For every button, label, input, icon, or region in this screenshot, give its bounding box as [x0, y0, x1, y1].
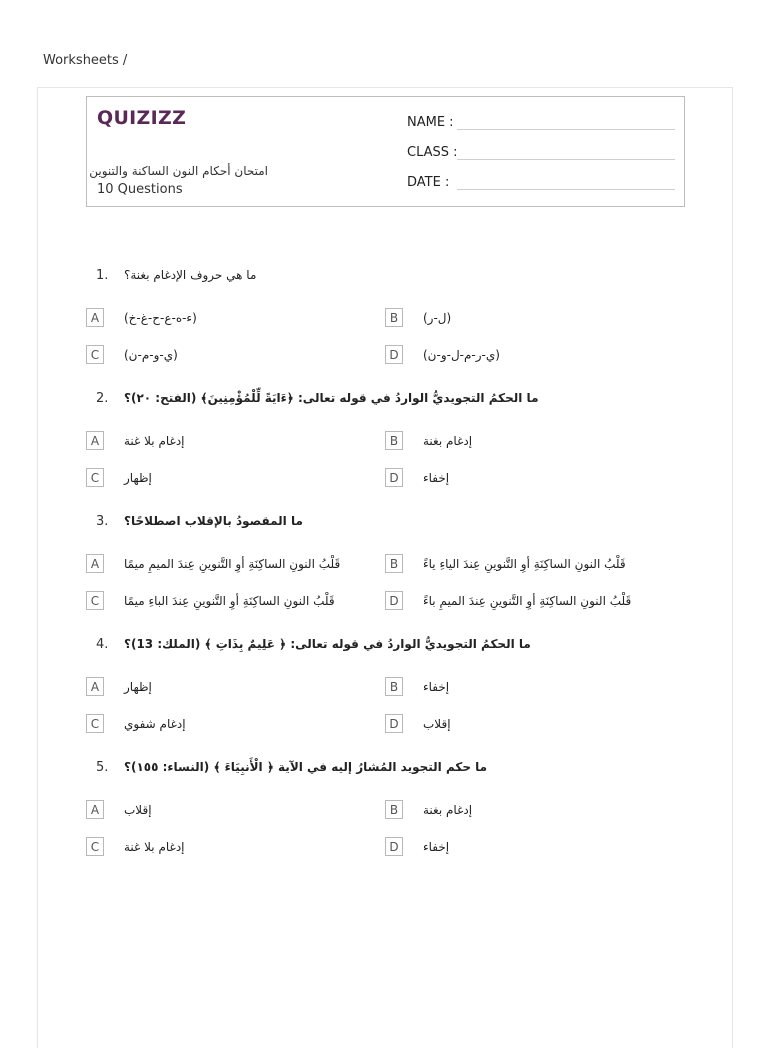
option-text: إقلاب [124, 802, 152, 817]
option-text: (ي-ر-م-ل-و-ن) [423, 347, 500, 362]
option-letter: C [86, 345, 104, 364]
option-letter: B [385, 677, 403, 696]
option-text: إخفاء [423, 839, 450, 854]
date-line [457, 175, 675, 190]
question-5-option-b [385, 800, 472, 819]
option-letter: B [385, 554, 403, 573]
question-4-option-a [86, 677, 152, 696]
question-1-option-c [86, 345, 178, 364]
option-letter: C [86, 837, 104, 856]
option-text: إقلاب [423, 716, 451, 731]
option-text: (ء-ه-ع-ح-غ-خ) [124, 310, 197, 325]
worksheet-title: امتحان أحكام النون الساكنة والتنوين [89, 164, 268, 178]
breadcrumb[interactable]: Worksheets / [43, 53, 128, 68]
quizizz-logo: QUIZIZZ [97, 107, 187, 129]
option-text: إخفاء [423, 470, 450, 485]
option-letter: B [385, 431, 403, 450]
question-number: 5. [96, 760, 109, 775]
option-text: قَلْبُ النونِ الساكِنَةِ أوِ التَّنوينِ عِندَ الميمِ باءً [423, 593, 632, 608]
question-count: 10 Questions [97, 182, 183, 197]
question-4-option-b [385, 677, 449, 696]
option-letter: A [86, 677, 104, 696]
option-letter: C [86, 714, 104, 733]
question-3-option-b [385, 554, 626, 573]
option-letter: A [86, 554, 104, 573]
option-letter: B [385, 308, 403, 327]
option-letter: D [385, 345, 403, 364]
class-field [407, 145, 675, 160]
option-text: إظهار [124, 470, 152, 485]
question-5-option-a [86, 800, 152, 819]
worksheet-header [86, 96, 685, 207]
question-3-option-d [385, 591, 631, 610]
date-field [407, 175, 675, 190]
question-text: ما الحكمُ التجويديُّ الواردُ في قوله تعالى: ﴿ءَايَةً لِّلْمُؤْمِنِينَ﴾ (الفتح: ٢٠)؟ [124, 391, 539, 405]
worksheet-page [37, 87, 733, 1048]
question-3-option-a [86, 554, 340, 573]
option-letter: B [385, 800, 403, 819]
question-1-option-d [385, 345, 500, 364]
question-number: 2. [96, 391, 109, 406]
option-letter: D [385, 714, 403, 733]
option-letter: A [86, 431, 104, 450]
question-5-option-c [86, 837, 185, 856]
question-text: ما المقصودُ بالإقلاب اصطلاحًا؟ [124, 514, 303, 528]
question-5-option-d [385, 837, 449, 856]
option-text: قَلْبُ النونِ الساكِنَةِ أوِ التَّنوينِ عِندَ الياءِ ياءً [423, 556, 626, 571]
question-1-option-b [385, 308, 451, 327]
option-text: (ل-ر) [423, 310, 452, 325]
question-4-option-c [86, 714, 186, 733]
option-letter: A [86, 308, 104, 327]
question-1-option-a [86, 308, 197, 327]
option-letter: D [385, 837, 403, 856]
option-text: إظهار [124, 679, 152, 694]
question-2-option-d [385, 468, 449, 487]
option-letter: D [385, 591, 403, 610]
option-text: قَلْبُ النونِ الساكِنَةِ أوِ التَّنوينِ عِندَ الباءِ ميمًا [124, 593, 335, 608]
option-text: قَلْبُ النونِ الساكِنَةِ أوِ التَّنوينِ عِندَ الميمِ ميمًا [124, 556, 341, 571]
option-text: إدغام بغنة [423, 433, 473, 448]
option-text: إدغام بلا غنة [124, 839, 185, 854]
date-label: DATE : [407, 175, 450, 190]
question-2-option-a [86, 431, 185, 450]
question-2-option-c [86, 468, 152, 487]
option-text: إدغام شفوي [124, 716, 186, 731]
option-text: (ي-و-م-ن) [124, 347, 178, 362]
class-line [457, 145, 675, 160]
question-number: 1. [96, 268, 109, 283]
class-label: CLASS : [407, 145, 458, 160]
option-letter: A [86, 800, 104, 819]
option-text: إدغام بغنة [423, 802, 473, 817]
name-field [407, 115, 675, 130]
question-4-option-d [385, 714, 451, 733]
question-2-option-b [385, 431, 472, 450]
question-text: ما الحكمُ التجويديُّ الواردُ في قوله تعالى: ﴿ عَلِيمٌ بِذَاتِ ﴾ (الملك: 13)؟ [124, 637, 531, 651]
option-letter: C [86, 591, 104, 610]
name-line [457, 115, 675, 130]
name-label: NAME : [407, 115, 454, 130]
option-text: إدغام بلا غنة [124, 433, 185, 448]
question-number: 3. [96, 514, 109, 529]
option-letter: D [385, 468, 403, 487]
question-text: ما حكم التجويد المُشارُ إليه في الآية ﴿ الْأَنبِيَاءَ ﴾ (النساء: ١٥٥)؟ [124, 760, 488, 774]
question-number: 4. [96, 637, 109, 652]
question-3-option-c [86, 591, 335, 610]
option-text: إخفاء [423, 679, 450, 694]
question-text: ما هي حروف الإدغام بغنة؟ [124, 268, 257, 282]
option-letter: C [86, 468, 104, 487]
